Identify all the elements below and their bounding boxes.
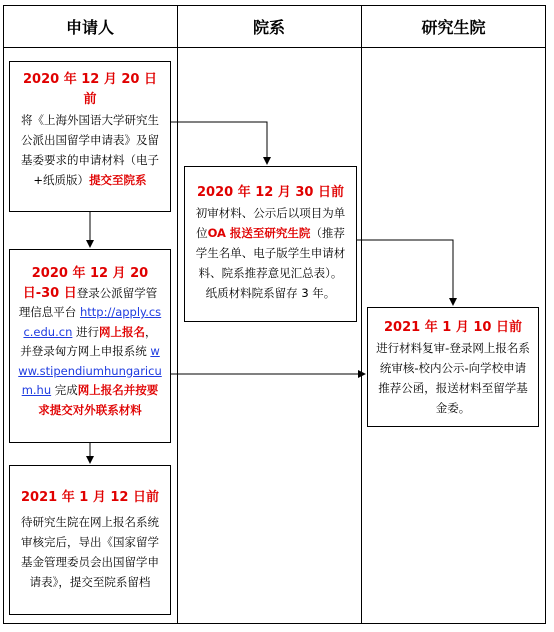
step-text: 进行: [76, 324, 100, 339]
lane-header-graduate-school: 研究生院: [421, 17, 486, 37]
step-text: （推荐学生名单、电子版学生申请材料、院系推荐意见汇总表）。纸质材料院系留存 3 年。: [195, 226, 346, 300]
step-text: 完成: [54, 383, 78, 397]
lane-header-department: 院系: [252, 17, 285, 37]
arrow-box1-to-box4: [171, 122, 267, 164]
step-text: 登录公派留学管理信息平台: [18, 285, 158, 319]
step-emphasis: 网上报名: [99, 324, 146, 339]
step-date: 2020 年 12 月 20 日-30 日: [22, 266, 149, 301]
step-emphasis: OA 报送至研究生院: [207, 226, 311, 240]
step-text: 初审材料、公示后以项目为单位: [195, 206, 346, 240]
lane-header-applicant: 申请人: [65, 17, 114, 37]
step-date: 2020 年 12 月 20 日前: [23, 72, 157, 107]
step-date: 2021 年 1 月 12 日前: [21, 490, 159, 505]
step-emphasis: 提交至院系: [89, 173, 147, 187]
step-text: ，并登录匈方网上申报系统: [20, 324, 157, 358]
hungary-scholarship-link[interactable]: www.stipendiumhungaricum.hu: [18, 344, 162, 397]
step-text: 将《上海外国语大学研究生公派出国留学申请表》及留基委要求的申请材料（电子+纸质版）: [21, 113, 159, 187]
csc-link[interactable]: http://apply.csc.edu.cn: [23, 305, 162, 339]
arrow-box4-to-box5: [357, 240, 453, 305]
step-text: 进行材料复审-登录网上报名系统审核-校内公示-向学校申请推荐公函，报送材料至留学基金委。: [376, 341, 530, 415]
step-emphasis: 网上报名并按要求提交对外联系材料: [38, 383, 159, 417]
step-text: 待研究生院在网上报名系统审核完后，导出《国家留学基金管理委员会出国留学申请表》，提交至院系留档: [21, 515, 159, 589]
step-date: 2021 年 1 月 10 日前: [384, 320, 522, 335]
step-date: 2020 年 12 月 30 日前: [197, 185, 344, 200]
